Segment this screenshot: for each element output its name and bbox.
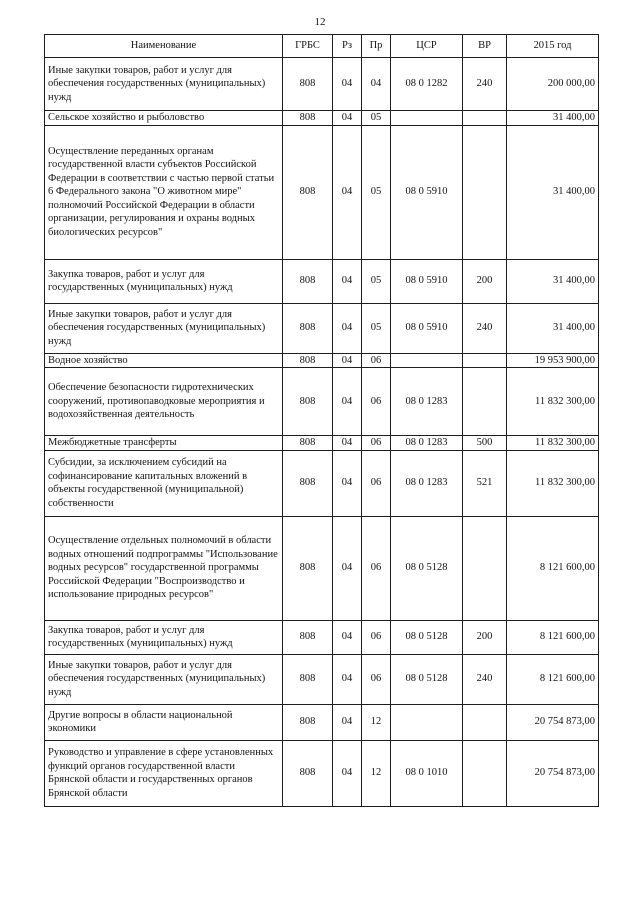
cell-grbs: 808 — [283, 353, 333, 368]
cell-grbs: 808 — [283, 58, 333, 111]
cell-amount: 11 832 300,00 — [507, 436, 599, 451]
cell-rz: 04 — [333, 111, 362, 126]
cell-amount: 8 121 600,00 — [507, 620, 599, 654]
cell-csr: 08 0 1010 — [391, 740, 463, 806]
cell-name: Субсидии, за исключением субсидий на софинансирование капитальных вложений в объекты государственной (муниципальной) собственности — [45, 450, 283, 516]
cell-rz: 04 — [333, 740, 362, 806]
cell-name: Закупка товаров, работ и услуг для государственных (муниципальных) нужд — [45, 620, 283, 654]
cell-csr: 08 0 5128 — [391, 620, 463, 654]
cell-grbs: 808 — [283, 111, 333, 126]
table-row — [45, 654, 599, 704]
cell-name: Иные закупки товаров, работ и услуг для обеспечения государственных (муниципальных) нужд — [45, 303, 283, 353]
cell-csr: 08 0 5128 — [391, 654, 463, 704]
cell-csr: 08 0 1283 — [391, 368, 463, 436]
cell-pr: 06 — [362, 368, 391, 436]
cell-rz: 04 — [333, 704, 362, 740]
table-row — [45, 740, 599, 806]
cell-grbs: 808 — [283, 704, 333, 740]
cell-pr: 05 — [362, 111, 391, 126]
cell-name: Обеспечение безопасности гидротехнических сооружений, противопаводковые мероприятия и водохозяйственная деятельность — [45, 368, 283, 436]
cell-csr: 08 0 1283 — [391, 450, 463, 516]
cell-csr — [391, 111, 463, 126]
cell-vr: 240 — [463, 303, 507, 353]
cell-vr: 240 — [463, 654, 507, 704]
cell-name: Закупка товаров, работ и услуг для государственных (муниципальных) нужд — [45, 259, 283, 303]
cell-csr: 08 0 5910 — [391, 303, 463, 353]
table-row — [45, 58, 599, 111]
cell-rz: 04 — [333, 368, 362, 436]
cell-vr — [463, 740, 507, 806]
cell-name: Осуществление отдельных полномочий в области водных отношений подпрограммы "Использование водных ресурсов" государственной программы Российской Федерации "Воспроизводство и использование природных ресурсов" — [45, 516, 283, 620]
cell-vr — [463, 111, 507, 126]
cell-pr: 06 — [362, 353, 391, 368]
cell-csr: 08 0 1283 — [391, 436, 463, 451]
cell-vr — [463, 125, 507, 259]
cell-rz: 04 — [333, 450, 362, 516]
cell-amount: 31 400,00 — [507, 125, 599, 259]
cell-pr: 06 — [362, 450, 391, 516]
cell-pr: 12 — [362, 740, 391, 806]
table-row — [45, 620, 599, 654]
cell-vr: 200 — [463, 259, 507, 303]
cell-vr — [463, 368, 507, 436]
budget-table — [44, 34, 599, 807]
cell-rz: 04 — [333, 436, 362, 451]
cell-amount: 19 953 900,00 — [507, 353, 599, 368]
table-header-row — [45, 35, 599, 58]
table-row — [45, 125, 599, 259]
cell-pr: 06 — [362, 436, 391, 451]
cell-rz: 04 — [333, 654, 362, 704]
cell-vr: 521 — [463, 450, 507, 516]
cell-name: Сельское хозяйство и рыболовство — [45, 111, 283, 126]
cell-grbs: 808 — [283, 259, 333, 303]
cell-name: Другие вопросы в области национальной экономики — [45, 704, 283, 740]
cell-vr — [463, 353, 507, 368]
cell-rz: 04 — [333, 620, 362, 654]
cell-pr: 12 — [362, 704, 391, 740]
cell-rz: 04 — [333, 259, 362, 303]
cell-csr: 08 0 1282 — [391, 58, 463, 111]
cell-amount: 200 000,00 — [507, 58, 599, 111]
cell-name: Иные закупки товаров, работ и услуг для обеспечения государственных (муниципальных) нужд — [45, 654, 283, 704]
cell-amount: 8 121 600,00 — [507, 654, 599, 704]
cell-pr: 06 — [362, 516, 391, 620]
cell-grbs: 808 — [283, 740, 333, 806]
cell-grbs: 808 — [283, 620, 333, 654]
header-pr: Пр — [362, 35, 391, 58]
cell-csr — [391, 353, 463, 368]
cell-name: Руководство и управление в сфере установленных функций органов государственной власти Брянской области и государственных органов Брянской области — [45, 740, 283, 806]
table-row — [45, 368, 599, 436]
cell-csr — [391, 704, 463, 740]
header-rz: Рз — [333, 35, 362, 58]
cell-grbs: 808 — [283, 516, 333, 620]
cell-grbs: 808 — [283, 303, 333, 353]
cell-amount: 11 832 300,00 — [507, 450, 599, 516]
cell-pr: 05 — [362, 125, 391, 259]
cell-csr: 08 0 5910 — [391, 259, 463, 303]
header-amount: 2015 год — [507, 35, 599, 58]
cell-grbs: 808 — [283, 450, 333, 516]
cell-pr: 05 — [362, 259, 391, 303]
cell-amount: 20 754 873,00 — [507, 740, 599, 806]
cell-vr: 200 — [463, 620, 507, 654]
page-number: 12 — [314, 16, 326, 28]
cell-pr: 05 — [362, 303, 391, 353]
cell-vr: 500 — [463, 436, 507, 451]
cell-grbs: 808 — [283, 368, 333, 436]
cell-amount: 11 832 300,00 — [507, 368, 599, 436]
cell-vr — [463, 704, 507, 740]
cell-amount: 31 400,00 — [507, 303, 599, 353]
cell-name: Межбюджетные трансферты — [45, 436, 283, 451]
cell-grbs: 808 — [283, 654, 333, 704]
table-row — [45, 303, 599, 353]
cell-pr: 06 — [362, 620, 391, 654]
table-row — [45, 450, 599, 516]
cell-vr — [463, 516, 507, 620]
cell-amount: 20 754 873,00 — [507, 704, 599, 740]
cell-name: Иные закупки товаров, работ и услуг для обеспечения государственных (муниципальных) нужд — [45, 58, 283, 111]
table-row — [45, 704, 599, 740]
cell-rz: 04 — [333, 303, 362, 353]
table-row — [45, 259, 599, 303]
cell-grbs: 808 — [283, 436, 333, 451]
table-row — [45, 111, 599, 126]
table-row — [45, 353, 599, 368]
cell-csr: 08 0 5128 — [391, 516, 463, 620]
cell-amount: 8 121 600,00 — [507, 516, 599, 620]
cell-vr: 240 — [463, 58, 507, 111]
cell-name: Осуществление переданных органам государственной власти субъектов Российской Федерации в соответствии с частью первой статьи 6 Федерального закона "О животном мире" полномочий Российской Федерации в области организации, регулирования и охраны водных биологических ресурсов" — [45, 125, 283, 259]
cell-amount: 31 400,00 — [507, 259, 599, 303]
cell-rz: 04 — [333, 58, 362, 111]
cell-rz: 04 — [333, 125, 362, 259]
cell-grbs: 808 — [283, 125, 333, 259]
cell-pr: 04 — [362, 58, 391, 111]
cell-amount: 31 400,00 — [507, 111, 599, 126]
table-row — [45, 516, 599, 620]
cell-csr: 08 0 5910 — [391, 125, 463, 259]
cell-rz: 04 — [333, 353, 362, 368]
header-vr: ВР — [463, 35, 507, 58]
cell-pr: 06 — [362, 654, 391, 704]
cell-rz: 04 — [333, 516, 362, 620]
header-grbs: ГРБС — [283, 35, 333, 58]
table-row — [45, 436, 599, 451]
header-csr: ЦСР — [391, 35, 463, 58]
cell-name: Водное хозяйство — [45, 353, 283, 368]
header-name: Наименование — [45, 35, 283, 58]
